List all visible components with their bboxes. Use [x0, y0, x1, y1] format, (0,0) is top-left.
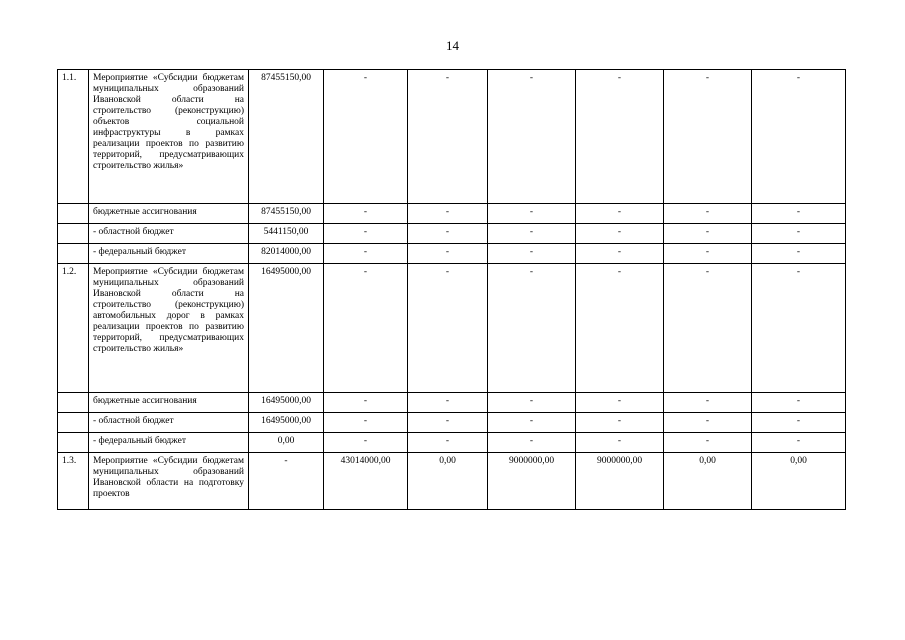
year-cell: -: [408, 244, 488, 264]
year-cell: -: [408, 224, 488, 244]
year-cell: -: [752, 204, 846, 224]
row-number: [58, 393, 89, 413]
year-cell: -: [408, 413, 488, 433]
year-cell: -: [408, 204, 488, 224]
year-cell: 0,00: [664, 453, 752, 510]
year-cell: -: [576, 393, 664, 413]
row-description: Мероприятие «Субсидии бюджетам муниципальных образований Ивановской области на строительство (реконструкцию) объектов социальной инфраструктуры в рамках реализации проектов по развитию территорий, предусматривающих строительство жилья»: [89, 70, 249, 204]
year-cell: -: [324, 244, 408, 264]
year-cell: -: [752, 433, 846, 453]
row-description: бюджетные ассигнования: [89, 393, 249, 413]
year-cell: 9000000,00: [488, 453, 576, 510]
table-row: [58, 453, 846, 510]
year-cell: -: [576, 244, 664, 264]
year-cell: -: [324, 224, 408, 244]
year-cell: 0,00: [752, 453, 846, 510]
table-row: [58, 244, 846, 264]
row-number: [58, 224, 89, 244]
row-number: 1.2.: [58, 264, 89, 393]
year-cell: 9000000,00: [576, 453, 664, 510]
table-row: [58, 264, 846, 393]
row-number: 1.3.: [58, 453, 89, 510]
total-cell: -: [249, 453, 324, 510]
year-cell: -: [488, 224, 576, 244]
year-cell: -: [576, 433, 664, 453]
year-cell: -: [752, 413, 846, 433]
budget-table: [57, 69, 846, 510]
row-description: - федеральный бюджет: [89, 433, 249, 453]
row-number: 1.1.: [58, 70, 89, 204]
year-cell: -: [664, 413, 752, 433]
year-cell: -: [324, 413, 408, 433]
page-number: 14: [446, 38, 459, 53]
year-cell: -: [576, 413, 664, 433]
year-cell: -: [488, 413, 576, 433]
total-cell: 0,00: [249, 433, 324, 453]
year-cell: -: [576, 204, 664, 224]
year-cell: -: [664, 70, 752, 204]
row-description: бюджетные ассигнования: [89, 204, 249, 224]
year-cell: -: [664, 204, 752, 224]
row-description: - областной бюджет: [89, 224, 249, 244]
table-row: [58, 433, 846, 453]
year-cell: -: [664, 244, 752, 264]
year-cell: -: [664, 264, 752, 393]
total-cell: 82014000,00: [249, 244, 324, 264]
total-cell: 16495000,00: [249, 264, 324, 393]
year-cell: -: [576, 70, 664, 204]
year-cell: -: [488, 393, 576, 413]
year-cell: -: [324, 393, 408, 413]
year-cell: -: [488, 70, 576, 204]
table-row: [58, 204, 846, 224]
year-cell: -: [488, 244, 576, 264]
year-cell: -: [488, 264, 576, 393]
year-cell: -: [408, 70, 488, 204]
year-cell: -: [408, 433, 488, 453]
table-row: [58, 413, 846, 433]
year-cell: -: [664, 224, 752, 244]
table-row: [58, 224, 846, 244]
year-cell: -: [324, 70, 408, 204]
row-description: Мероприятие «Субсидии бюджетам муниципальных образований Ивановской области на строительство (реконструкцию) автомобильных дорог в рамках реализации проектов по развитию территорий, предусматривающих строительство жилья»: [89, 264, 249, 393]
year-cell: -: [576, 224, 664, 244]
year-cell: -: [752, 224, 846, 244]
row-description: - федеральный бюджет: [89, 244, 249, 264]
year-cell: -: [664, 393, 752, 413]
total-cell: 87455150,00: [249, 204, 324, 224]
year-cell: -: [752, 70, 846, 204]
year-cell: -: [752, 244, 846, 264]
year-cell: -: [488, 433, 576, 453]
total-cell: 87455150,00: [249, 70, 324, 204]
total-cell: 16495000,00: [249, 393, 324, 413]
year-cell: -: [752, 393, 846, 413]
year-cell: -: [324, 433, 408, 453]
row-description: Мероприятие «Субсидии бюджетам муниципальных образований Ивановской области на подготовку проектов: [89, 453, 249, 510]
year-cell: -: [488, 204, 576, 224]
year-cell: 0,00: [408, 453, 488, 510]
row-number: [58, 204, 89, 224]
total-cell: 16495000,00: [249, 413, 324, 433]
year-cell: -: [324, 264, 408, 393]
year-cell: -: [408, 393, 488, 413]
year-cell: -: [752, 264, 846, 393]
year-cell: -: [664, 433, 752, 453]
row-number: [58, 244, 89, 264]
row-number: [58, 433, 89, 453]
total-cell: 5441150,00: [249, 224, 324, 244]
year-cell: 43014000,00: [324, 453, 408, 510]
year-cell: -: [324, 204, 408, 224]
row-description: - областной бюджет: [89, 413, 249, 433]
year-cell: -: [576, 264, 664, 393]
year-cell: -: [408, 264, 488, 393]
table-row: [58, 70, 846, 204]
table-row: [58, 393, 846, 413]
row-number: [58, 413, 89, 433]
